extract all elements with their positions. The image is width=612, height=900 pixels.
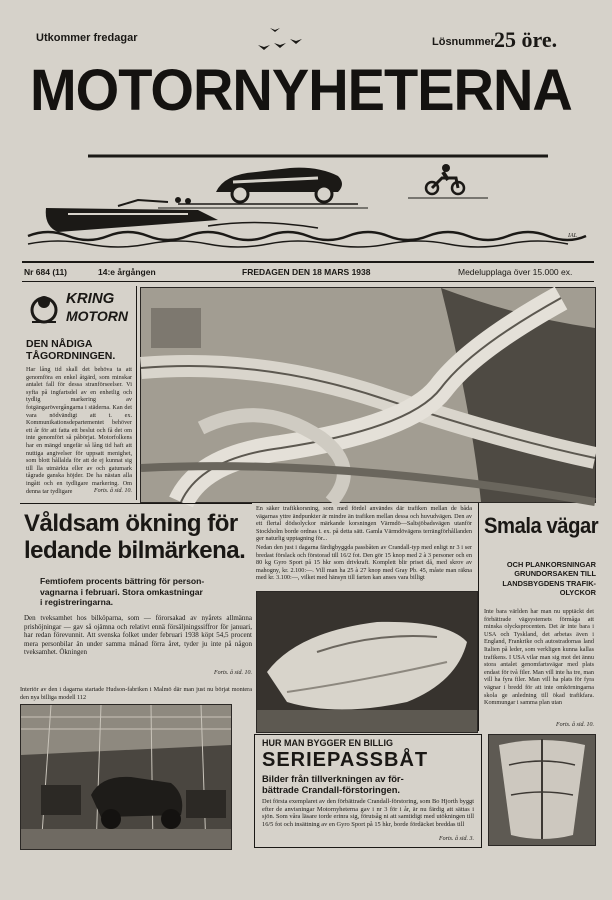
main-forts: Forts. å sid. 10.	[213, 670, 252, 676]
artist-signature: IAL	[568, 233, 577, 239]
volume: 14:e årgången	[98, 267, 156, 277]
price-label: Lösnummer	[432, 36, 495, 48]
kring-motorn-logo: KRING MOTORN	[24, 288, 134, 332]
smala-body: Inte bara världen har man nu upptäckt det förbättrade vägsystemets förmåga att minska olycksprocenten. Det är inte bara i USA och Tyskland, det arbetas även i England, Frankrike och autostradornas land Italien på leder, som verkligen kunna kallas trafikens. I USA vilar man sig mot det ännu stora antalet genomfartsvägar med plats endast för två filer. Man vill inte ha tre, man vill ha fyra filer. Man vill ha plats för fyra vägnar i bredd för att inte omkörningarna skola ge anledning till ökad trafikfara. Kommungar i samma plan utan	[484, 608, 594, 707]
boat-body: Det första exemplaret av den förbättrade Crandall-förstoring, som Bo Hjorth byggt efter de anvisningar Motornyheterna gav i nr 3 för i år, är nu färdig att sättas i sjön. Som våra läsare torde erinra sig, förutsåg ni att samtidigt med utökningen till 16/5 fot och insättning av en Gyro Sport på 15 hkr, borde fördäcket breddas till	[262, 798, 474, 828]
divider-rule	[20, 503, 252, 504]
masthead-title: MOTORNYHETERNA	[30, 56, 572, 123]
factory-photo	[20, 704, 232, 850]
factory-caption: Interiör av den i dagarna startade Hudson-fabriken i Malmö där man just nu börjat montera den nya billiga modell 112	[20, 686, 252, 701]
publication-day: Utkommer fredagar	[36, 32, 138, 44]
boat-photo	[256, 591, 478, 733]
boat-forts: Forts. å sid. 3.	[438, 836, 474, 842]
left-body: Har lång tid skall det behöva ta att genomföra en enkel åtgärd, som minskar antalet fall för dessa stranförseelser. Vi syfta på ingfartsdel av en enhetlig och tydlig markering av fotgängarövergångarna i städerna. Kan det vara nödvändigt att t. ex. Kommunikationsdepartementet behöver ett år för att fatta ett beslut och få det om inte genomfört så påbörjat. Motorfolkens har en mängd ungefär så lång tid haft att nuttiga angivelser för uppsatt menighet, som blott hållalda för att de ej kunnat sig till lla utmärkta eller av och gatumark tågrade ganska höjder. De ha nästan alla ingått och en tydligare markering. Om denna tar tydligare	[26, 366, 132, 495]
bridge-caption: En säker trafikkorsning, som med fördel användes där trafiken mellan de båda vägarnas yttre ändpunkter är mindre än trafiken mellan dessa och huvudvägen. Den av ett flertal dödsolyckor märkande korsningen Värmdö—Saltsjöbadsvägen utanför Stockholm borde ordnas t. ex. på detta sätt. Gamla Värmdövägens terrängförhållanden ger naturlig upptagning för...	[256, 505, 472, 543]
motor-mascot-icon	[24, 288, 64, 328]
smala-headline: Smala vägar	[484, 513, 599, 538]
left-headline: DEN NÅDIGA TÅGORDNINGEN.	[26, 338, 116, 362]
motorcycle-icon	[408, 164, 488, 198]
circulation: Medelupplaga över 15.000 ex.	[458, 267, 573, 277]
main-subheadline: Femtiofem procents bättring för person- vagnarna i februari. Stora omkastningar i registreringarna.	[40, 576, 205, 607]
interchange-illustration	[140, 287, 596, 503]
boat-subheadline: Bilder från tillverkningen av för- bättrade Crandall-förstoringen.	[262, 773, 404, 795]
divider-rule	[22, 261, 594, 263]
left-forts: Forts. å sid. 10.	[93, 488, 132, 494]
main-body: Den tveksamhet hos bilköparna, som — förorsakad av nyårets allmänna prishöjningar — gav så ojämna och relativt ennä försäljningssiffror för januari, har redan förevunnit. Att svenska folket under februari 1938 köpt 54,5 procent mera personbilar än under samma månad förra året, tyder ju inte på någon tveksamhet. Ökningen	[24, 614, 252, 657]
boat-kicker: HUR MAN BYGGER EN BILLIG	[262, 738, 394, 748]
speedboat-icon	[46, 197, 218, 232]
issue-number: Nr 684 (11)	[24, 267, 67, 277]
price: 25 öre.	[494, 27, 558, 52]
main-headline: Våldsam ökning för ledande bilmärkena.	[24, 510, 246, 564]
hull-photo	[488, 734, 596, 846]
divider-rule	[22, 281, 594, 282]
smala-forts: Forts. å sid. 10.	[555, 722, 594, 728]
column-divider	[478, 503, 479, 731]
boat-caption: Nedan den just i dagarna färdigbyggda passbåten av Crandall-typ med enligt nr 3 i ser bredast förslack och förstorad till 16/2 fot. Den gör 15 knop med 2 à 3 personer och en 80 kg Gyro Sport på 15 hkr som drivkraft. Komplett blir priset då, med skrov av mahogny, kr. 2.100:—. Vill man ha 25 à 27 knop med Gray Pb. 45, måste man räkna med kr. 3.100:—, vilket med hänsyn till farten kan anses vara billigt	[256, 544, 472, 582]
issue-date: FREDAGEN DEN 18 MARS 1938	[242, 267, 371, 277]
column-divider	[136, 286, 137, 500]
boat-headline: SERIEPASSBÅT	[262, 749, 429, 771]
masthead-illustration	[28, 148, 586, 261]
smala-subheadline: OCH PLANKORSNINGAR GRUNDORSAKEN TILL LANDSBYGDENS TRAFIK- OLYCKOR	[502, 560, 596, 598]
